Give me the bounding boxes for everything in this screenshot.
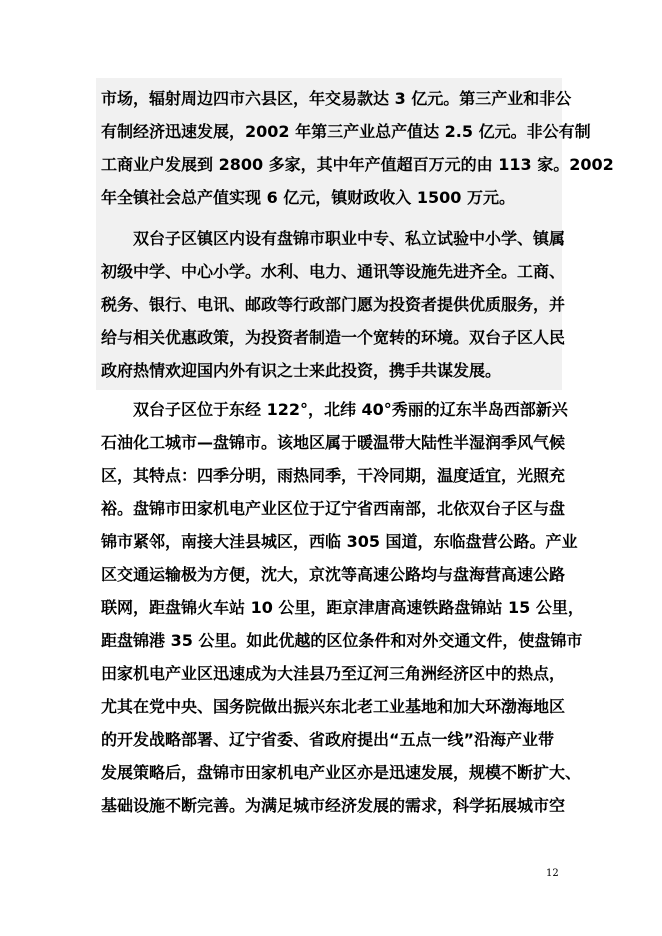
text-line: 发展策略后，盘锦市田家机电产业区亦是迅速发展，规模不断扩大、 bbox=[101, 763, 582, 782]
text-line: 有制经济迅速发展，2002 年第三产业总产值达 2.5 亿元。非公有制 bbox=[101, 122, 591, 141]
text-line: 给与相关优惠政策，为投资者制造一个宽转的环境。双台子区人民 bbox=[101, 328, 566, 347]
page-number: 12 bbox=[546, 868, 559, 879]
text-line: 的开发战略部署、辽宁省委、省政府提出“五点一线”沿海产业带 bbox=[101, 730, 555, 749]
text-line: 基础设施不断完善。为满足城市经济发展的需求，科学拓展城市空 bbox=[101, 796, 566, 815]
text-line: 锦市紧邻，南接大洼县城区，西临 305 国道，东临盘营公路。产业 bbox=[101, 532, 578, 551]
text-line: 石油化工城市—盘锦市。该地区属于暖温带大陆性半湿润季风气候 bbox=[101, 433, 566, 452]
text-line: 工商业户发展到 2800 多家，其中年产值超百万元的由 113 家。2002 bbox=[101, 155, 614, 174]
text-line: 税务、银行、电讯、邮政等行政部门愿为投资者提供优质服务，并 bbox=[101, 295, 566, 314]
text-line: 距盘锦港 35 公里。如此优越的区位条件和对外交通文件，使盘锦市 bbox=[101, 631, 583, 650]
text-line: 双台子区镇区内设有盘锦市职业中专、私立试验中小学、镇属 bbox=[133, 229, 566, 248]
text-line: 区，其特点：四季分明，雨热同季，干冷同期，温度适宜，光照充 bbox=[101, 466, 566, 485]
text-line: 尤其在党中央、国务院做出振兴东北老工业基地和加大环渤海地区 bbox=[101, 697, 566, 716]
text-line: 区交通运输极为方便，沈大，京沈等高速公路均与盘海营高速公路 bbox=[101, 565, 566, 584]
text-line: 初级中学、中心小学。水利、电力、通讯等设施先进齐全。工商、 bbox=[101, 262, 566, 281]
text-line: 裕。盘锦市田家机电产业区位于辽宁省西南部，北依双台子区与盘 bbox=[101, 499, 566, 518]
text-line: 政府热情欢迎国内外有识之士来此投资，携手共谋发展。 bbox=[101, 361, 502, 380]
text-line: 双台子区位于东经 122°，北纬 40°秀丽的辽东半岛西部新兴 bbox=[133, 400, 568, 419]
text-line: 年全镇社会总产值实现 6 亿元，镇财政收入 1500 万元。 bbox=[101, 188, 515, 207]
text-line: 田家机电产业区迅速成为大洼县乃至辽河三角洲经济区中的热点， bbox=[101, 664, 566, 683]
text-line: 联网，距盘锦火车站 10 公里，距京津唐高速铁路盘锦站 15 公里， bbox=[101, 598, 584, 617]
text-line: 市场，辐射周边四市六县区，年交易款达 3 亿元。第三产业和非公 bbox=[101, 89, 572, 108]
